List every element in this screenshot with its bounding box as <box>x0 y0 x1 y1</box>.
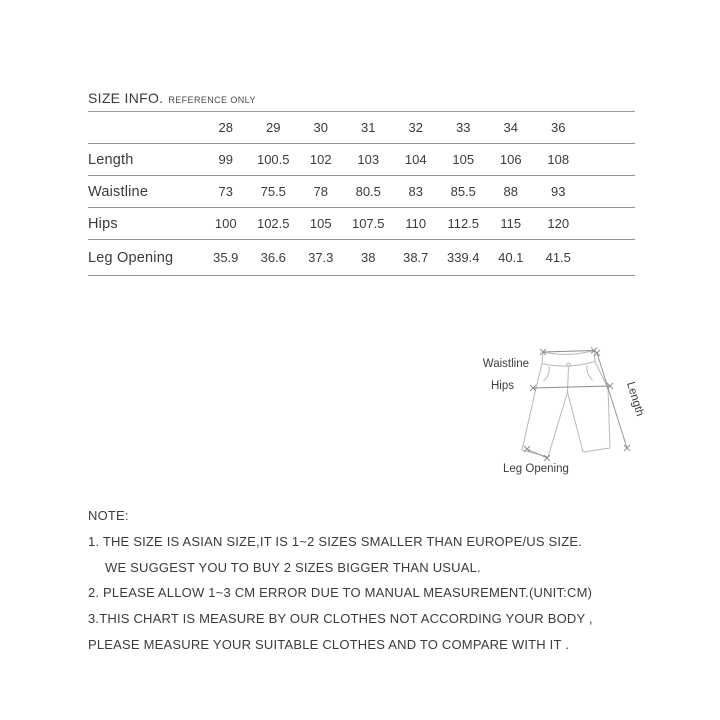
table-cell: 105 <box>309 216 332 231</box>
table-row <box>88 176 635 208</box>
size-column-header: 36 <box>551 120 566 135</box>
table-cell: 120 <box>547 216 570 231</box>
table-header-row <box>88 112 635 144</box>
table-cell: 37.3 <box>308 250 334 265</box>
size-column-header: 29 <box>266 120 281 135</box>
table-cell: 103 <box>357 152 380 167</box>
table-cell: 108 <box>547 152 570 167</box>
size-column-header: 33 <box>456 120 471 135</box>
pants-outline-icon <box>522 351 610 458</box>
table-cell: 38 <box>361 250 376 265</box>
table-cell: 35.9 <box>213 250 239 265</box>
row-label: Hips <box>88 215 118 232</box>
table-cell: 36.6 <box>260 250 286 265</box>
page-header <box>88 90 256 108</box>
table-cell: 41.5 <box>545 250 571 265</box>
table-cell: 106 <box>499 152 522 167</box>
size-table <box>88 111 635 276</box>
table-cell: 88 <box>503 184 518 199</box>
size-column-header: 31 <box>361 120 376 135</box>
waistline-label: Waistline <box>482 358 529 370</box>
size-column-header: 28 <box>218 120 233 135</box>
size-column-header: 30 <box>313 120 328 135</box>
length-label: Length <box>623 380 646 418</box>
table-cell: 100.5 <box>256 152 290 167</box>
table-cell: 339.4 <box>446 250 480 265</box>
table-cell: 112.5 <box>447 216 480 231</box>
size-info-title: SIZE INFO. <box>88 90 164 106</box>
table-row <box>88 240 635 276</box>
table-cell: 38.7 <box>403 250 429 265</box>
row-label: Length <box>88 151 134 168</box>
table-cell: 40.1 <box>498 250 524 265</box>
row-label: Leg Opening <box>88 249 174 266</box>
note-section <box>88 503 688 658</box>
table-cell: 73 <box>218 184 233 199</box>
table-cell: 104 <box>404 152 427 167</box>
size-column-header: 32 <box>408 120 423 135</box>
table-cell: 99 <box>218 152 233 167</box>
table-cell: 78 <box>313 184 328 199</box>
table-cell: 115 <box>500 216 522 231</box>
size-column-header: 34 <box>503 120 518 135</box>
table-cell: 102.5 <box>256 216 290 231</box>
table-cell: 85.5 <box>450 184 476 199</box>
note-line-4: 3.THIS CHART IS MEASURE BY OUR CLOTHES NOT ACCORDING YOUR BODY , <box>88 611 593 627</box>
row-label: Waistline <box>88 183 149 200</box>
table-cell: 93 <box>551 184 566 199</box>
leg-opening-label: Leg Opening <box>503 463 569 475</box>
table-row <box>88 208 635 240</box>
measurement-arrows <box>524 348 630 462</box>
table-cell: 107.5 <box>351 216 385 231</box>
note-line-2: WE SUGGEST YOU TO BUY 2 SIZES BIGGER THAN USUAL. <box>105 559 481 575</box>
note-heading: NOTE: <box>88 508 129 523</box>
reference-only-subtitle: REFERENCE ONLY <box>168 95 256 105</box>
table-cell: 80.5 <box>355 184 381 199</box>
table-cell: 105 <box>452 152 475 167</box>
table-row <box>88 144 635 176</box>
table-cell: 100 <box>214 216 237 231</box>
note-line-5: PLEASE MEASURE YOUR SUITABLE CLOTHES AND TO COMPARE WITH IT . <box>88 636 570 652</box>
hips-label: Hips <box>490 380 514 392</box>
table-cell: 102 <box>309 152 332 167</box>
table-cell: 75.5 <box>260 184 286 199</box>
pants-measurement-diagram <box>455 338 670 488</box>
table-cell: 110 <box>405 216 427 231</box>
pants-diagram-svg <box>455 338 670 488</box>
table-cell: 83 <box>408 184 423 199</box>
note-line-1: 1. THE SIZE IS ASIAN SIZE,IT IS 1~2 SIZES SMALLER THAN EUROPE/US SIZE. <box>88 533 583 549</box>
note-line-3: 2. PLEASE ALLOW 1~3 CM ERROR DUE TO MANUAL MEASUREMENT.(UNIT:CM) <box>88 585 593 601</box>
